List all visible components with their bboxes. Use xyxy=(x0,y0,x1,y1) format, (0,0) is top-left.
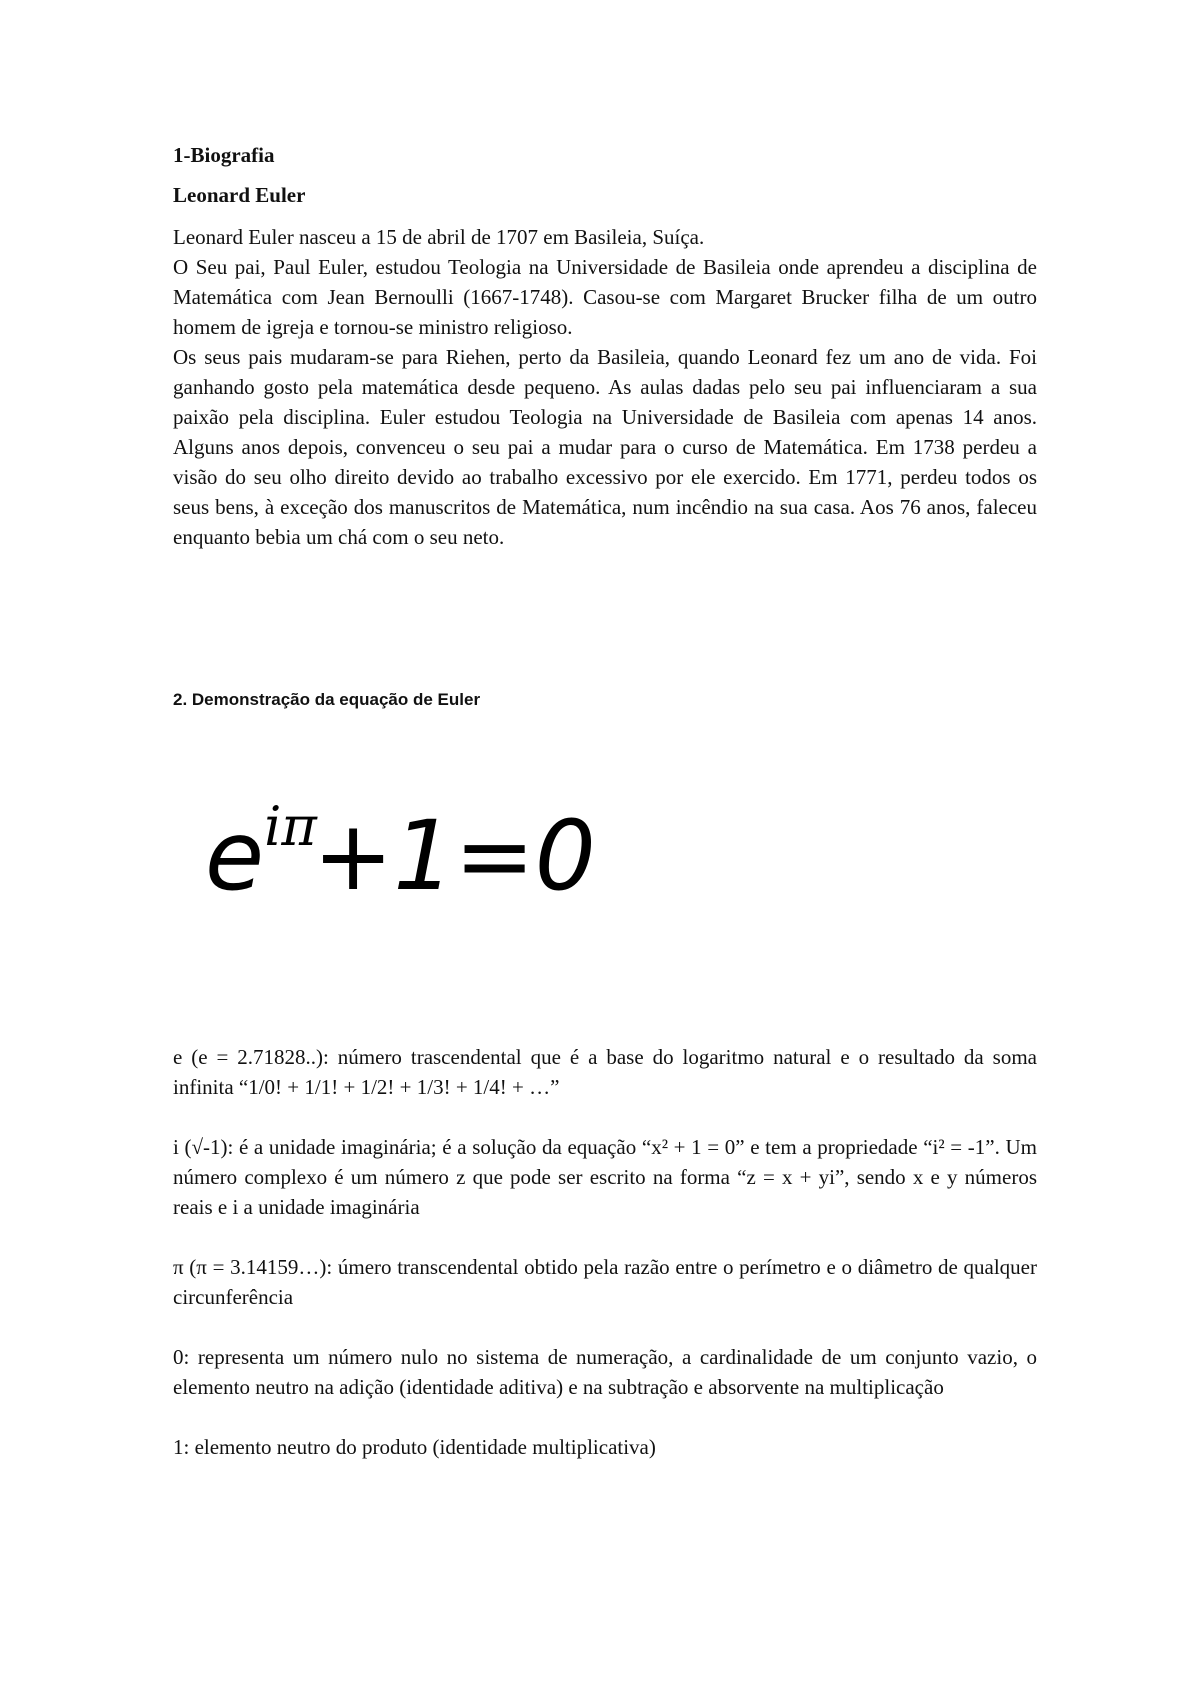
biography-text xyxy=(173,222,1037,552)
bio-paragraph-birth: Leonard Euler nasceu a 15 de abril de 1707 em Basileia, Suíça. xyxy=(173,225,705,249)
bio-paragraph-life: Os seus pais mudaram-se para Riehen, perto da Basileia, quando Leonard fez um ano de vida. Foi ganhando gosto pela matemática desde pequeno. As aulas dadas pelo seu pai influenciaram a sua paixão pela disciplina. Euler estudou Teologia na Universidade de Basileia com apenas 14 anos. Alguns anos depois, convenceu o seu pai a mudar para o curso de Matemática. Em 1738 perdeu a visão do seu olho direito devido ao trabalho excessivo por ele exercido. Em 1771, perdeu todos os seus bens, à exceção dos manuscritos de Matemática, num incêndio na sua casa. Aos 76 anos, faleceu enquanto bebia um chá com o seu neto. xyxy=(173,345,1037,549)
bio-paragraph-father: O Seu pai, Paul Euler, estudou Teologia na Universidade de Basileia onde aprendeu a disciplina de Matemática com Jean Bernoulli (1667-1748). Casou-se com Margaret Brucker filha de um outro homem de igreja e tornou-se ministro religioso. xyxy=(173,255,1037,339)
definition-e: e (e = 2.71828..): número trascendental que é a base do logaritmo natural e o resultado da soma infinita “1/0! + 1/1! + 1/2! + 1/3! + 1/4! + …” xyxy=(173,1045,1037,1099)
definition-zero: 0: representa um número nulo no sistema de numeração, a cardinalidade de um conjunto vazio, o elemento neutro na adição (identidade aditiva) e na subtração e absorvente na multiplicação xyxy=(173,1345,1037,1399)
definition-one: 1: elemento neutro do produto (identidade multiplicativa) xyxy=(173,1435,656,1459)
definition-i: i (√-1): é a unidade imaginária; é a solução da equação “x² + 1 = 0” e tem a propriedade “i² = -1”. Um número complexo é um número z que pode ser escrito na forma “z = x + yi”, sendo x e y números reais e i a unidade imaginária xyxy=(173,1135,1037,1219)
euler-identity-equation xyxy=(205,795,596,912)
biography-section xyxy=(173,140,1037,552)
section-heading-equation: 2. Demonstração da equação de Euler xyxy=(173,690,481,709)
definition-pi: π (π = 3.14159…): úmero transcendental obtido pela razão entre o perímetro e o diâmetro de qualquer circunferência xyxy=(173,1255,1037,1309)
equation-base: e xyxy=(205,800,265,912)
equation-exponent: iπ xyxy=(264,795,317,858)
subject-name-heading: Leonard Euler xyxy=(173,183,306,207)
section-heading-biography: 1-Biografia xyxy=(173,143,275,167)
equation-rest: +1=0 xyxy=(312,800,596,912)
equation-definitions xyxy=(173,1042,1037,1492)
